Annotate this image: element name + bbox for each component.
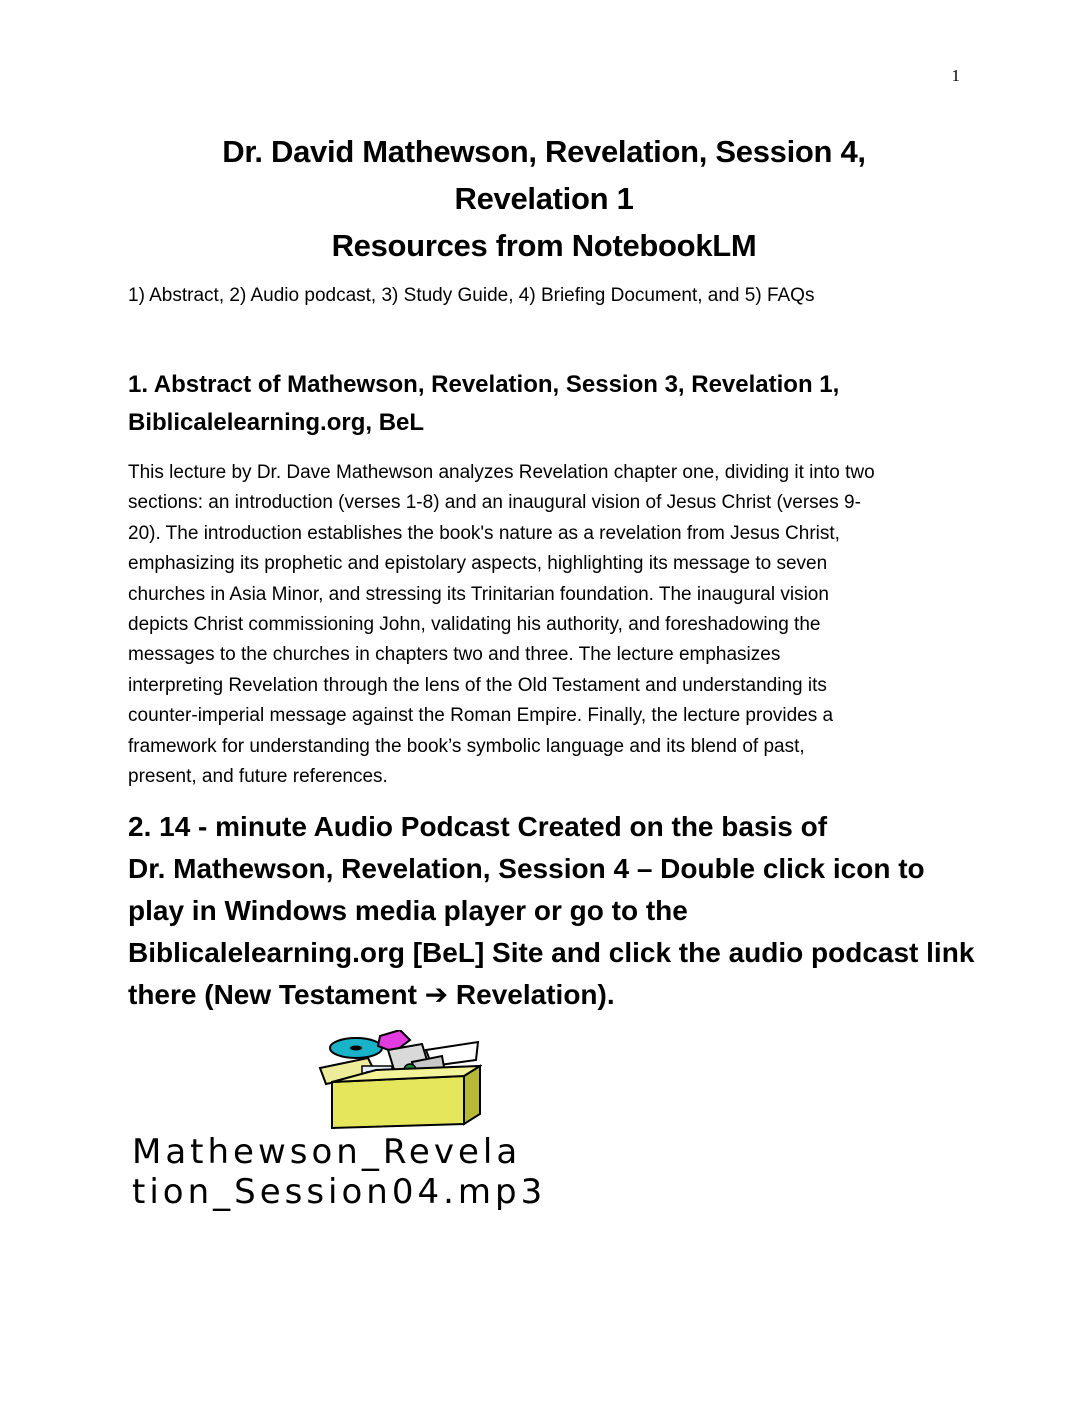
paragraph-line: churches in Asia Minor, and stressing its Trinitarian foundation. The inaugural vision [128,583,829,605]
abstract-heading [128,366,968,442]
heading-line: play in Windows media player or go to the [128,895,688,926]
heading-text: there (New Testament [128,979,425,1010]
filename-line: Mathewson_Revela [132,1132,522,1172]
paragraph-line: emphasizing its prophetic and epistolary aspects, highlighting its message to seven [128,553,828,575]
title-line: Dr. David Mathewson, Revelation, Session 4, [222,134,866,169]
podcast-file-link[interactable] [132,1132,546,1212]
paragraph-line: interpreting Revelation through the lens of the Old Testament and understanding its [128,674,827,696]
title-line: Revelation 1 [454,181,634,216]
paragraph-line: messages to the churches in chapters two and three. The lecture emphasizes [128,644,781,666]
podcast-heading [128,806,975,1016]
abstract-paragraph [128,458,968,792]
heading-line: 2. 14 - minute Audio Podcast Created on the basis of [128,811,828,842]
paragraph-line: sections: an introduction (verses 1-8) and an inaugural vision of Jesus Christ (verses 9- [128,492,861,514]
paragraph-line: present, and future references. [128,766,388,788]
paragraph-line: framework for understanding the book’s symbolic language and its blend of past, [128,735,805,757]
paragraph-line: depicts Christ commissioning John, validating his authority, and foreshadowing the [128,614,821,636]
heading-line: Dr. Mathewson, Revelation, Session 4 – Double click icon to [128,853,925,884]
heading-line: Biblicalelearning.org [BeL] Site and click the audio podcast link [128,937,975,968]
title-line: Resources from NotebookLM [331,228,757,263]
page-number: 1 [951,66,960,85]
heading-line: Biblicalelearning.org, BeL [128,409,425,436]
contents-list: 1) Abstract, 2) Audio podcast, 3) Study Guide, 4) Briefing Document, and 5) FAQs [128,285,815,306]
heading-line [128,974,968,1016]
paragraph-line: This lecture by Dr. Dave Mathewson analyzes Revelation chapter one, dividing it into two [128,462,875,483]
paragraph-line: counter-imperial message against the Roman Empire. Finally, the lecture provides a [128,705,834,727]
filename-line: tion_Session04.mp3 [132,1172,547,1212]
heading-text: Revelation). [448,979,615,1010]
right-arrow-icon: ➔ [424,979,449,1010]
heading-line: 1. Abstract of Mathewson, Revelation, Session 3, Revelation 1, [128,371,840,398]
package-icon[interactable] [318,1030,482,1130]
document-title [0,128,1088,269]
paragraph-line: 20). The introduction establishes the book's nature as a revelation from Jesus Christ, [128,522,840,544]
